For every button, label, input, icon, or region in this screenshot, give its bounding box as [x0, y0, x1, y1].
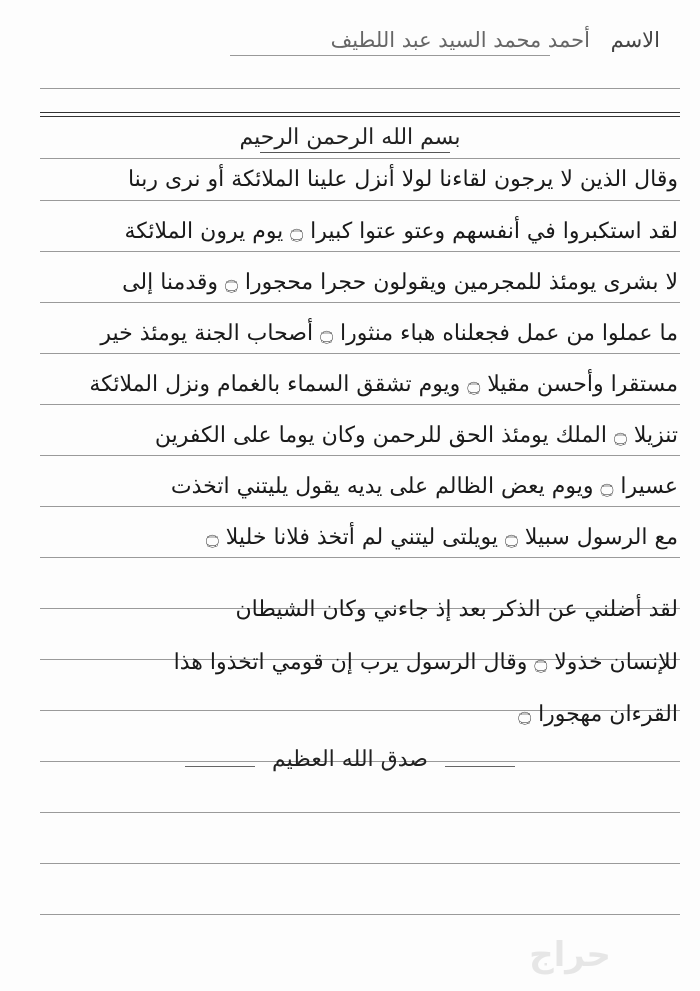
name-label: الاسم [610, 28, 660, 52]
ruled-line [40, 200, 680, 201]
verse-line: القرءان مهجورا ۝ [518, 702, 678, 727]
basmala-heading: بسم الله الرحمن الرحيم [239, 125, 461, 150]
verse-line: عسيرا ۝ ويوم يعض الظالم على يديه يقول يليتني اتخذت [170, 474, 678, 499]
verse-line: تنزيلا ۝ الملك يومئذ الحق للرحمن وكان يوما على الكفرين [154, 423, 678, 448]
verse-line: مستقرا وأحسن مقيلا ۝ ويوم تشقق السماء بالغمام ونزل الملائكة [89, 372, 678, 397]
verse-line: لقد استكبروا في أنفسهم وعتو عتوا كبيرا ۝ يوم يرون الملائكة [124, 219, 678, 244]
basmala-underline [260, 152, 450, 153]
name-underline [230, 55, 550, 56]
verse-line: لقد أضلني عن الذكر بعد إذ جاءني وكان الشيطان [235, 597, 678, 622]
ruled-line [40, 88, 680, 89]
ruled-line [40, 812, 680, 813]
ruled-line [40, 158, 680, 159]
closing-phrase: صدق الله العظيم [272, 747, 428, 772]
haraj-watermark: حراج [529, 935, 611, 975]
header-divider [40, 116, 680, 117]
header-divider [40, 112, 680, 113]
verse-line: مع الرسول سبيلا ۝ يويلتى ليتني لم أتخذ فلانا خليلا ۝ [205, 525, 678, 550]
verse-line: للإنسان خذولا ۝ وقال الرسول يرب إن قومي اتخذوا هذا [173, 650, 678, 675]
ruled-line [40, 863, 680, 864]
ruled-line [40, 914, 680, 915]
verse-line: ما عملوا من عمل فجعلناه هباء منثورا ۝ أصحاب الجنة يومئذ خير [100, 321, 678, 346]
closing-ornament [445, 766, 515, 767]
verse-line: وقال الذين لا يرجون لقاءنا لولا أنزل علينا الملائكة أو نرى ربنا [127, 167, 678, 192]
name-value: أحمد محمد السيد عبد اللطيف [330, 28, 590, 52]
name-field [40, 20, 660, 60]
verse-line: لا بشرى يومئذ للمجرمين ويقولون حجرا محجورا ۝ وقدمنا إلى [122, 270, 678, 295]
